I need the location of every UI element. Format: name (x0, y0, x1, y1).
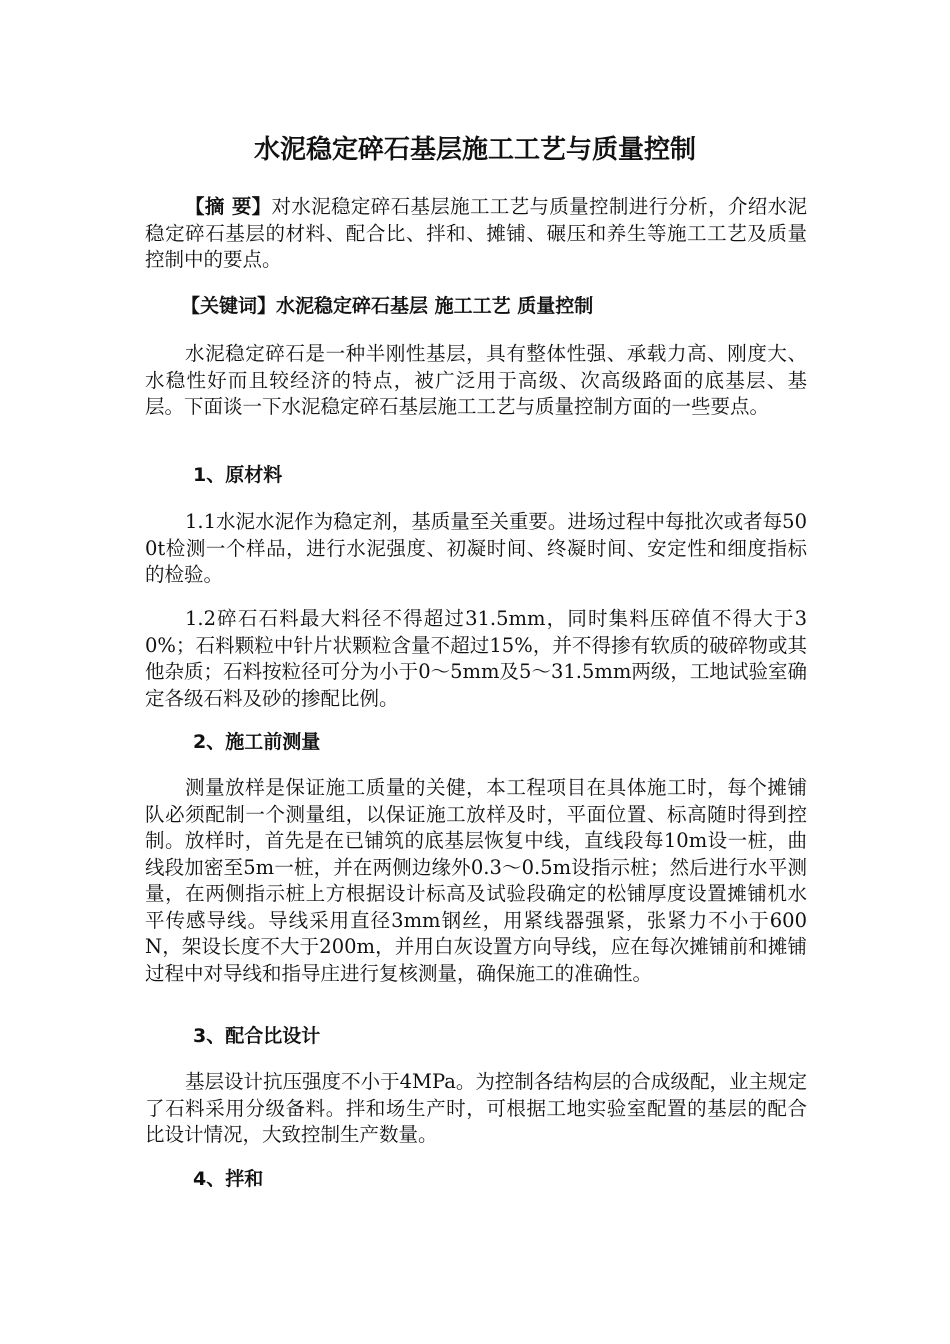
paragraph-aggregate: 1.2碎石石料最大料径不得超过31.5mm，同时集料压碎值不得大于30%；石料颗粒中针片状颗粒含量不超过15%，并不得掺有软质的破碎物或其他杂质；石料按粒径可分为小于0～5mm及5～31.5mm两级，工地试验室确定各级石料及砂的掺配比例。 (145, 607, 807, 710)
keywords-line (145, 293, 807, 319)
paragraph-survey: 测量放样是保证施工质量的关健，本工程项目在具体施工时，每个摊铺队必须配制一个测量组，以保证施工放样及时，平面位置、标高随时得到控制。放样时，首先是在已铺筑的底基层恢复中线，直线段每10m设一桩，曲线段加密至5m一桩，并在两侧边缘外0.3～0.5m设指示桩；然后进行水平测量，在两侧指示桩上方根据设计标高及试验段确定的松铺厚度设置摊铺机水平传感导线。导线采用直径3mm钢丝，用紧线器强紧，张紧力不小于600N，架设长度不大于200m，并用白灰设置方向导线，应在每次摊铺前和摊铺过程中对导线和指导庄进行复核测量，确保施工的准确性。 (145, 776, 807, 985)
section-heading-survey: 2、施工前测量 (193, 731, 321, 753)
keywords-text: 水泥稳定碎石基层 施工工艺 质量控制 (276, 295, 594, 317)
paragraph-mix-design: 基层设计抗压强度不小于4MPa。为控制各结构层的合成级配，业主规定了石料采用分级备料。拌和场生产时，可根据工地实验室配置的基层的配合比设计情况，大致控制生产数量。 (145, 1070, 807, 1146)
paragraph-cement: 1.1水泥水泥作为稳定剂，基质量至关重要。进场过程中每批次或者每500t检测一个样品，进行水泥强度、初凝时间、终凝时间、安定性和细度指标的检验。 (145, 510, 807, 586)
abstract-text: 对水泥稳定碎石基层施工工艺与质量控制进行分析，介绍水泥稳定碎石基层的材料、配合比、拌和、摊铺、碾压和养生等施工工艺及质量控制中的要点。 (145, 195, 807, 271)
section-heading-mixing: 4、拌和 (193, 1168, 264, 1190)
section-heading-materials: 1、原材料 (193, 464, 283, 486)
intro-paragraph: 水泥稳定碎石是一种半刚性基层，具有整体性强、承载力高、刚度大、水稳性好而且较经济的特点，被广泛用于高级、次高级路面的底基层、基层。下面谈一下水泥稳定碎石基层施工工艺与质量控制方面的一些要点。 (145, 342, 807, 418)
abstract-label: 【摘 要】 (185, 195, 272, 218)
document-title: 水泥稳定碎石基层施工工艺与质量控制 (253, 135, 696, 165)
abstract-paragraph (145, 194, 807, 274)
section-heading-mix-design: 3、配合比设计 (193, 1025, 321, 1047)
keywords-label: 【关键词】 (181, 295, 277, 317)
